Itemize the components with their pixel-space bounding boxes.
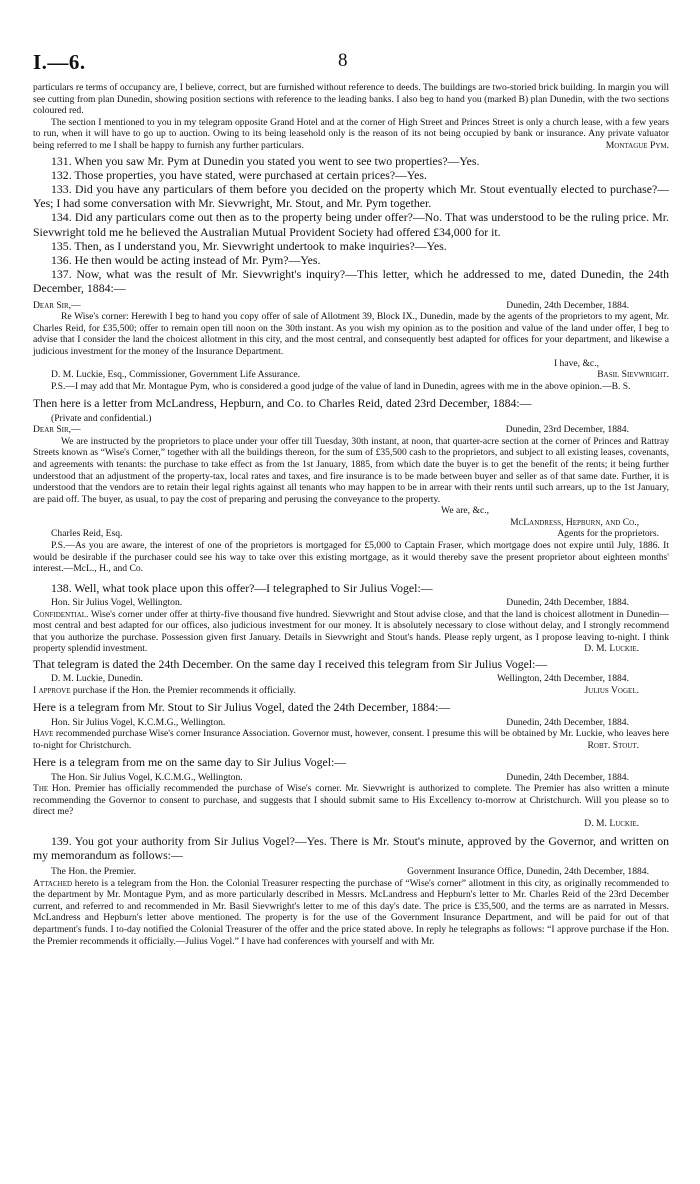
signature: Robt. Stout.: [587, 739, 639, 751]
question-answer: 138. Well, what took place upon this offer?—I telegraphed to Sir Julius Vogel:—: [51, 580, 433, 595]
postscript: P.S.—I may add that Mr. Montague Pym, who is considered a good judge of the value of land in Dunedin, agrees with me in the above opinion.—B. S.: [51, 380, 631, 392]
telegram-heading: [33, 717, 669, 729]
letter-heading: [33, 424, 669, 436]
signature: D. M. Luckie.: [584, 643, 639, 655]
narrative-text: Here is a telegram from me on the same day to Sir Julius Vogel:—: [33, 755, 347, 770]
signature: Julius Vogel.: [584, 684, 639, 696]
place-date: Dunedin, 23rd December, 1884.: [505, 424, 629, 436]
signature: D. M. Luckie.: [584, 817, 639, 829]
document-reference: I.—6.: [33, 50, 86, 74]
intro-letter-paragraph: particulars re terms of occupancy are, I believe, correct, but are furnished without reference to deeds. The buildings are two-storied brick building. In margin you will see cutting from plan Dunedin, showing position sections with reference to the leading banks. I also beg to hand you (marked B) plan Dunedin, with the two sections coloured red.: [33, 82, 669, 117]
question-answer: 132. Those properties, you have stated, were purchased at certain prices?—Yes.: [51, 167, 427, 182]
narrative-text: Here is a telegram from Mr. Stout to Sir Julius Vogel, dated the 24th December, 1884:—: [33, 700, 451, 715]
memo-body: Attached hereto is a telegram from the Hon. the Colonial Treasurer respecting the purchase of “Wise's corner” allotment in this city, as originally recommended to the department by Mr. Montague Pym, and as more particularly described in Messrs. McLandress and Hepburn's letter to Mr. Charles Reid of the 23rd December current, and referred to and recommended in Mr. Basil Sievwright's letter to me of this day's date. The price is £35,500, and the terms are as narrated in Messrs. McLandress and Hepburn's letter above mentioned. The property is for the use of the Government Insurance Department, and will be paid for out of that department's funds. I to-day notified the Colonial Treasurer of the offer and the price stated above. In reply he telegraphs as follows: “I approve purchase if the Hon. the Premier recommends it officially.—Julius Vogel.” I have had conferences with yourself and with Mr.: [33, 877, 669, 947]
narrative-text: Then here is a letter from McLandress, Hepburn, and Co. to Charles Reid, dated 23rd December, 1884:—: [33, 396, 532, 411]
letter-addressee: Charles Reid, Esq.: [51, 528, 123, 540]
question-answer: 139. You got your authority from Sir Julius Vogel?—Yes. There is Mr. Stout's minute, approved by the Governor, and written on my memorandum as follows:—: [33, 833, 669, 862]
telegram-body: Confidential. Wise's corner under offer at thirty-five thousand five hundred. Sievwright and Stout advise close, and that the land is choicest allotment in Dunedin—most central and best adapted for our offices, also judicious investment for our money. It is absolutely necessary to close without delay, and I strongly recommend that you authorize the purchase. Possession given first January. Details in Sievwright and Stout's hands. Please reply urgent, as I propose leaving to-night. I think property splendid investment.: [33, 608, 669, 655]
place-date: Wellington, 24th December, 1884.: [496, 673, 629, 685]
agents-line: Agents for the proprietors.: [557, 528, 659, 540]
question-answer: 137. Now, what was the result of Mr. Sievwright's inquiry?—This letter, which he addressed to me, dated Dunedin, the 24th December, 1884:—: [33, 267, 669, 296]
telegram-to: The Hon. Sir Julius Vogel, K.C.M.G., Wellington.: [51, 771, 243, 783]
page-number: 8: [338, 50, 348, 71]
letter-note: (Private and confidential.): [51, 412, 152, 424]
telegram-heading: [33, 772, 669, 784]
salutation: Dear Sir,—: [33, 424, 81, 436]
telegram-heading: [33, 597, 669, 609]
telegram-heading: [33, 673, 669, 685]
document-page: [33, 50, 669, 947]
letter-heading: [33, 300, 669, 312]
place-date: Government Insurance Office, Dunedin, 24th December, 1884.: [407, 865, 649, 877]
intro-letter-paragraph: The section I mentioned to you in my telegram opposite Grand Hotel and at the corner of High Street and Princes Street is only a church lease, with a few years to run, when it will have to go up to auction. Owing to its being leasehold only is the reason of its not being occupied by bank or insurance. Any private valuator being referred to me I shall be happy to furnish any further particulars.: [33, 116, 669, 151]
telegram-body: I approve purchase if the Hon. the Premier recommends it officially. Julius Vogel.: [33, 685, 669, 697]
letter-body: We are instructed by the proprietors to place under your offer till Tuesday, 30th instant, at noon, that quarter-acre section at the corner of Princes and Rattray Streets known as “Wise's Corner,” together with all the buildings thereon, for the sum of £35,500 cash to the proprietors, and subject to all existing leases, covenants, and agreements with tenants: the purchase to take effect as from the 1st January, 1885, from which date the buyer is to get the benefit of the rents; it being further understood that an adjustment of the property-tax, local rates and taxes, and fire insurance is to be made between buyer and seller as of that same date. Further, it is understood that the vendors are to retain their legal rights against all tenants who may happen to be in arrear with their rents until such arrears, up to the 1st January, are paid off. The buyer, as usual, to pay the cost of preparing and perusing the conveyance to the property.: [33, 435, 669, 505]
postscript: P.S.—As you are aware, the interest of one of the proprietors is mortgaged for £5,000 to Captain Fraser, which mortgage does not expire until July, 1886. It would be desirable if the purchaser could see his way to take over this existing mortgage, as it would thereby save the present proprietor about eighteen months' interest.—McL., H., and Co.: [33, 540, 669, 575]
telegram-body: Have recommended purchase Wise's corner Insurance Association. Governor must, however, consent. I presume this will be obtained by Mr. Luckie, who leaves here to-night for Christchurch.: [33, 728, 669, 751]
question-answer: 135. Then, as I understand you, Mr. Sievwright undertook to make inquiries?—Yes.: [51, 238, 447, 253]
signature: Basil Sievwright.: [597, 369, 669, 381]
letter-body: Re Wise's corner: Herewith I beg to hand you copy offer of sale of Allotment 39, Block IX., Dunedin, made by the agents of the proprietors to my agent, Mr. Charles Reid, for £35,500; offer to remain open till noon on the 30th instant. As you wish my opinion as to the position and value of the land under offer, I beg to advise that I consider the land the choicest allotment in this city, and the most central, and consequently best adapted for offices for your department, and likewise a judicious investment for the money of the Insurance Department.: [33, 311, 669, 357]
place-date: Dunedin, 24th December, 1884.: [506, 771, 629, 783]
question-answer: 133. Did you have any particulars of them before you decided on the property which Mr. Stout eventually elected to purchase?—Yes; I had some conversation with Mr. Sievwright, Mr. Stout, and Mr. Pym together.: [33, 181, 669, 211]
narrative-text: That telegram is dated the 24th December. On the same day I received this telegram from Sir Julius Vogel:—: [33, 657, 548, 672]
place-date: Dunedin, 24th December, 1884.: [506, 716, 629, 728]
question-answer: 134. Did any particulars come out then as to the property being under offer?—No. That was understood to be the ruling price. Mr. Sievwright told me he believed the Australian Mutual Provident Society had offered £34,000 for it.: [33, 210, 669, 239]
question-answer: 136. He then would be acting instead of Mr. Pym?—Yes.: [51, 252, 321, 267]
letter-addressee: D. M. Luckie, Esq., Commissioner, Government Life Assurance.: [51, 369, 301, 381]
page-header: [33, 50, 669, 82]
letter-closing: We are, &c.,: [441, 505, 489, 517]
salutation: Dear Sir,—: [33, 299, 81, 311]
signature: Montague Pym.: [605, 139, 669, 151]
place-date: Dunedin, 24th December, 1884.: [506, 299, 629, 311]
telegram-to: Hon. Sir Julius Vogel, K.C.M.G., Wellington.: [51, 716, 226, 728]
question-answer: 131. When you saw Mr. Pym at Dunedin you stated you went to see two properties?—Yes.: [51, 153, 480, 168]
telegram-to: D. M. Luckie, Dunedin.: [51, 673, 143, 685]
memo-to: The Hon. the Premier.: [51, 865, 136, 877]
place-date: Dunedin, 24th December, 1884.: [506, 597, 629, 609]
letter-closing: I have, &c.,: [553, 357, 599, 369]
memo-heading: [33, 866, 669, 878]
telegram-body: The Hon. Premier has officially recommended the purchase of Wise's corner. Mr. Sievwright is authorized to complete. The Premier has also written a minute recommending the Governor to consent to purchase, and suggests that I should submit same to His Excellency to-morrow at Christchurch. Will you please so to direct me?: [33, 783, 669, 818]
telegram-to: Hon. Sir Julius Vogel, Wellington.: [51, 597, 183, 609]
signature: McLandress, Hepburn, and Co.,: [510, 516, 639, 528]
